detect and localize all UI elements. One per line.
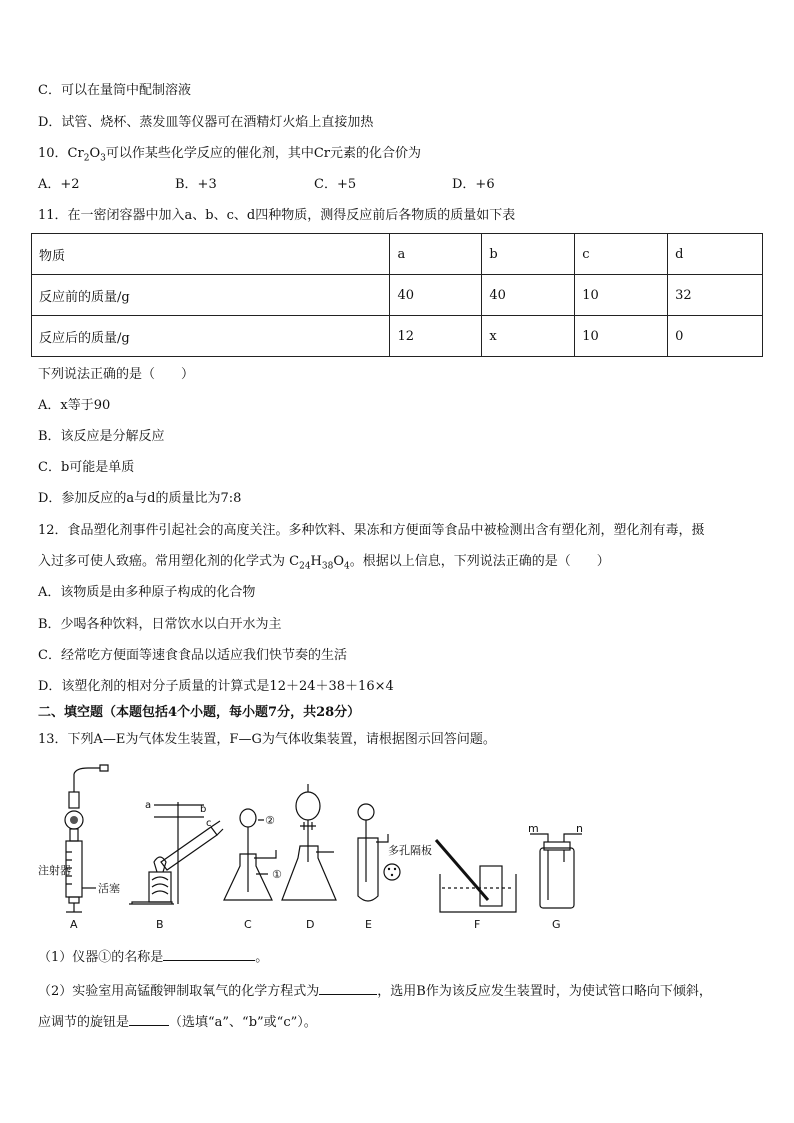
piston-label: 活塞: [98, 882, 120, 895]
label-f: F: [474, 918, 481, 931]
answer-blank[interactable]: [319, 982, 377, 995]
q12-stem-line2: 入过多可使人致癌。常用塑化剂的化学式为 $C_{24}H_{38}O_4$。根据以上信息，下列说法正确的是（ ）: [38, 554, 610, 572]
q11-stem: 11．在一密闭容器中加入a、b、c、d四种物质，测得反应前后各物质的质量如下表: [38, 208, 516, 223]
table-cell: 物质: [32, 234, 390, 275]
q11-option-c: C．b可能是单质: [38, 460, 135, 475]
knob-b-label: b: [200, 804, 207, 815]
table-cell: d: [668, 234, 763, 275]
q12-option-d: D．该塑化剂的相对分子质量的计算式是12＋24＋38＋16×4: [38, 679, 394, 694]
section-title: 二、填空题（本题包括4个小题，每小题7分，共28分）: [38, 705, 361, 720]
apparatus-c: [224, 809, 282, 931]
q10-options: [38, 176, 758, 194]
knob-a-label: a: [145, 800, 152, 811]
q13-sub1: （1）仪器①的名称是 。: [38, 950, 269, 965]
mark-2: ②: [265, 814, 275, 827]
q12-option-c: C．经常吃方便面等速食食品以适应我们快节奏的生活: [38, 648, 347, 663]
label-e: E: [365, 918, 372, 931]
answer-blank[interactable]: [163, 948, 255, 961]
q11-mass-table: [31, 233, 763, 357]
table-cell: a: [390, 234, 482, 275]
q11-option-b: B．该反应是分解反应: [38, 429, 165, 444]
table-row: [32, 316, 763, 357]
table-header-row: [32, 234, 763, 275]
port-m-label: m: [528, 822, 539, 835]
table-cell: 10: [575, 275, 668, 316]
q12-stem-line1: 12．食品塑化剂事件引起社会的高度关注。多种饮料、果冻和方便面等食品中被检测出含有塑化剂，塑化剂有毒，摄: [38, 523, 705, 538]
knob-c-label: c: [206, 818, 212, 829]
label-a: A: [70, 918, 78, 931]
label-g: G: [552, 918, 561, 931]
table-cell: 0: [668, 316, 763, 357]
q12-option-b: B．少喝各种饮料，日常饮水以白开水为主: [38, 617, 282, 632]
apparatus-g: [528, 822, 583, 931]
table-cell: x: [482, 316, 575, 357]
q13-apparatus-figure: [36, 762, 596, 934]
apparatus-a: [38, 765, 120, 931]
q13-stem: 13．下列A—E为气体发生装置，F—G为气体收集装置，请根据图示回答问题。: [38, 732, 496, 747]
table-cell: 反应后的质量/g: [32, 316, 390, 357]
table-cell: 反应前的质量/g: [32, 275, 390, 316]
q11-option-a: A．x等于90: [38, 398, 111, 413]
table-cell: b: [482, 234, 575, 275]
mark-1: ①: [272, 868, 282, 881]
table-cell: 32: [668, 275, 763, 316]
q13-sub2-line2: 应调节的旋钮是 （选填“a”、“b”或“c”）。: [38, 1015, 317, 1030]
q9-option-c: C．可以在量筒中配制溶液: [38, 83, 191, 98]
q10-stem: 10．$Cr_2O_3$可以作某些化学反应的催化剂，其中Cr元素的化合价为: [38, 146, 422, 164]
apparatus-b: [129, 800, 223, 931]
table-row: [32, 275, 763, 316]
apparatus-f: [436, 840, 516, 931]
q11-question: 下列说法正确的是（ ）: [38, 367, 195, 382]
label-d: D: [306, 918, 315, 931]
q10-option-d: D．+6: [452, 177, 495, 192]
table-cell: 12: [390, 316, 482, 357]
q13-sub2: （2）实验室用高锰酸钾制取氧气的化学方程式为 ，选用B作为该反应发生装置时，为使试管口略向下倾斜，: [38, 984, 712, 999]
q11-option-d: D．参加反应的a与d的质量比为7:8: [38, 491, 242, 506]
label-c: C: [244, 918, 252, 931]
syringe-label: 注射器: [38, 864, 71, 877]
q10-option-c: C．+5: [314, 177, 357, 192]
table-cell: 40: [482, 275, 575, 316]
apparatus-d: [282, 784, 336, 931]
q9-option-d: D．试管、烧杯、蒸发皿等仪器可在酒精灯火焰上直接加热: [38, 115, 374, 130]
table-cell: 10: [575, 316, 668, 357]
table-cell: 40: [390, 275, 482, 316]
port-n-label: n: [576, 822, 583, 835]
apparatus-e: [358, 804, 432, 931]
q12-option-a: A．该物质是由多种原子构成的化合物: [38, 585, 256, 600]
table-cell: c: [575, 234, 668, 275]
label-b: B: [156, 918, 164, 931]
q10-option-a: A．+2: [38, 177, 80, 192]
plate-label: 多孔隔板: [388, 844, 432, 857]
answer-blank[interactable]: [129, 1013, 169, 1026]
q10-option-b: B．+3: [175, 177, 217, 192]
